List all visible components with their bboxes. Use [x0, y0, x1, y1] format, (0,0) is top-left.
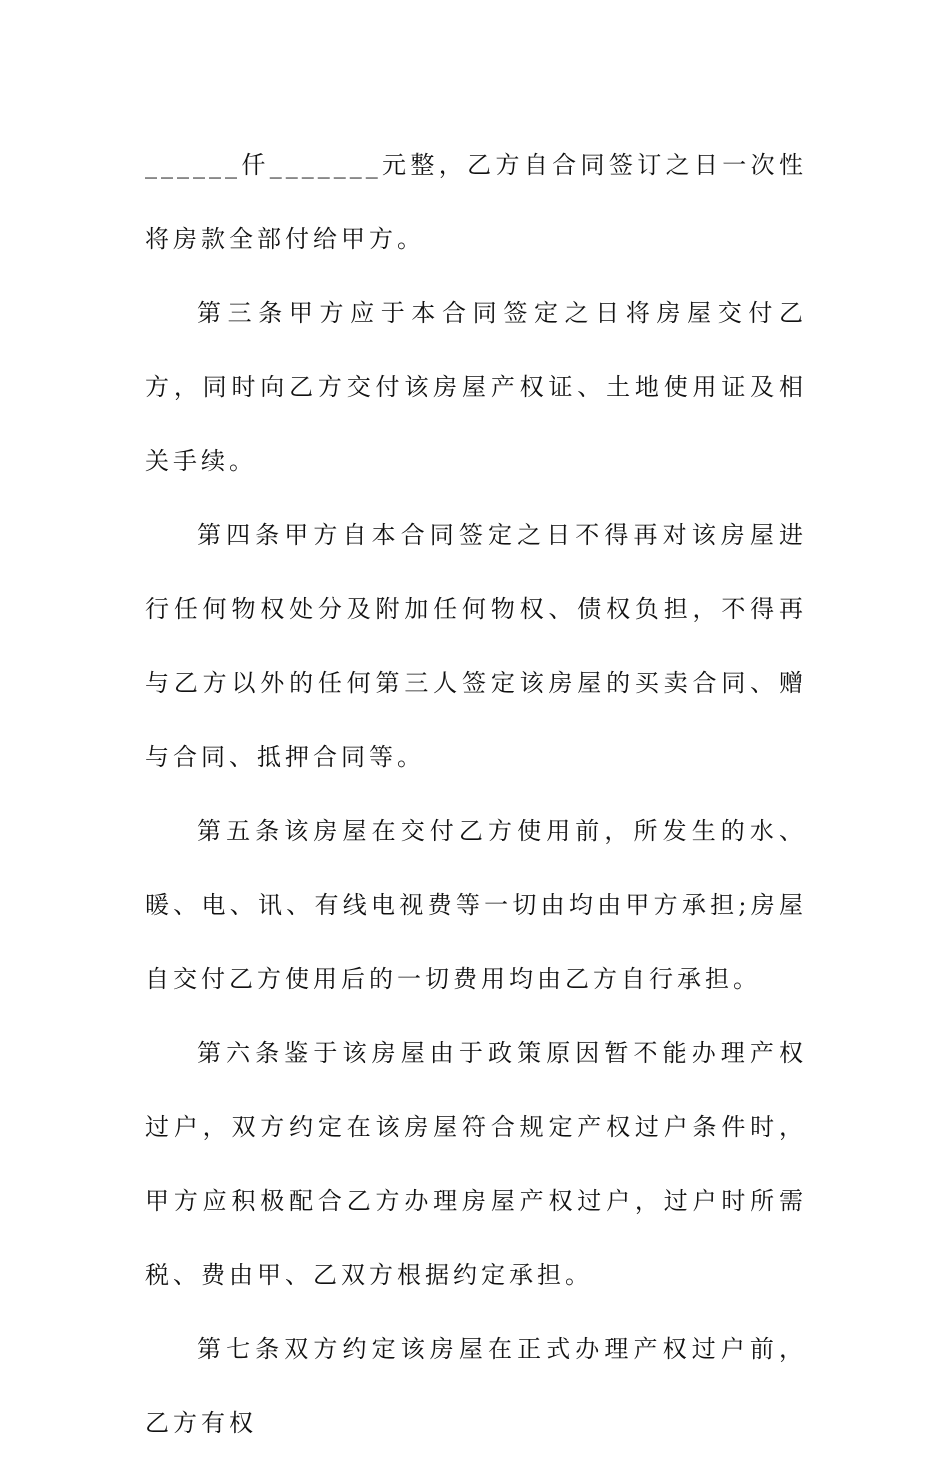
paragraph-article-5: 第五条该房屋在交付乙方使用前，所发生的水、暖、电、讯、有线电视费等一切由均由甲方承担;房屋自交付乙方使用后的一切费用均由乙方自行承担。 — [145, 817, 807, 993]
paragraph-article-6: 第六条鉴于该房屋由于政策原因暂不能办理产权过户，双方约定在该房屋符合规定产权过户条件时，甲方应积极配合乙方办理房屋产权过户，过户时所需税、费由甲、乙双方根据约定承担。 — [145, 1039, 807, 1289]
paragraph-article-3: 第三条甲方应于本合同签定之日将房屋交付乙方，同时向乙方交付该房屋产权证、土地使用证及相关手续。 — [145, 299, 807, 475]
paragraph-article-4: 第四条甲方自本合同签定之日不得再对该房屋进行任何物权处分及附加任何物权、债权负担，不得再与乙方以外的任何第三人签定该房屋的买卖合同、赠与合同、抵押合同等。 — [145, 521, 807, 771]
paragraph-article-7: 第七条双方约定该房屋在正式办理产权过户前，乙方有权 — [145, 1335, 807, 1437]
contract-body — [145, 128, 807, 1460]
paragraph-payment-terms: ______仟_______元整，乙方自合同签订之日一次性将房款全部付给甲方。 — [145, 151, 807, 253]
